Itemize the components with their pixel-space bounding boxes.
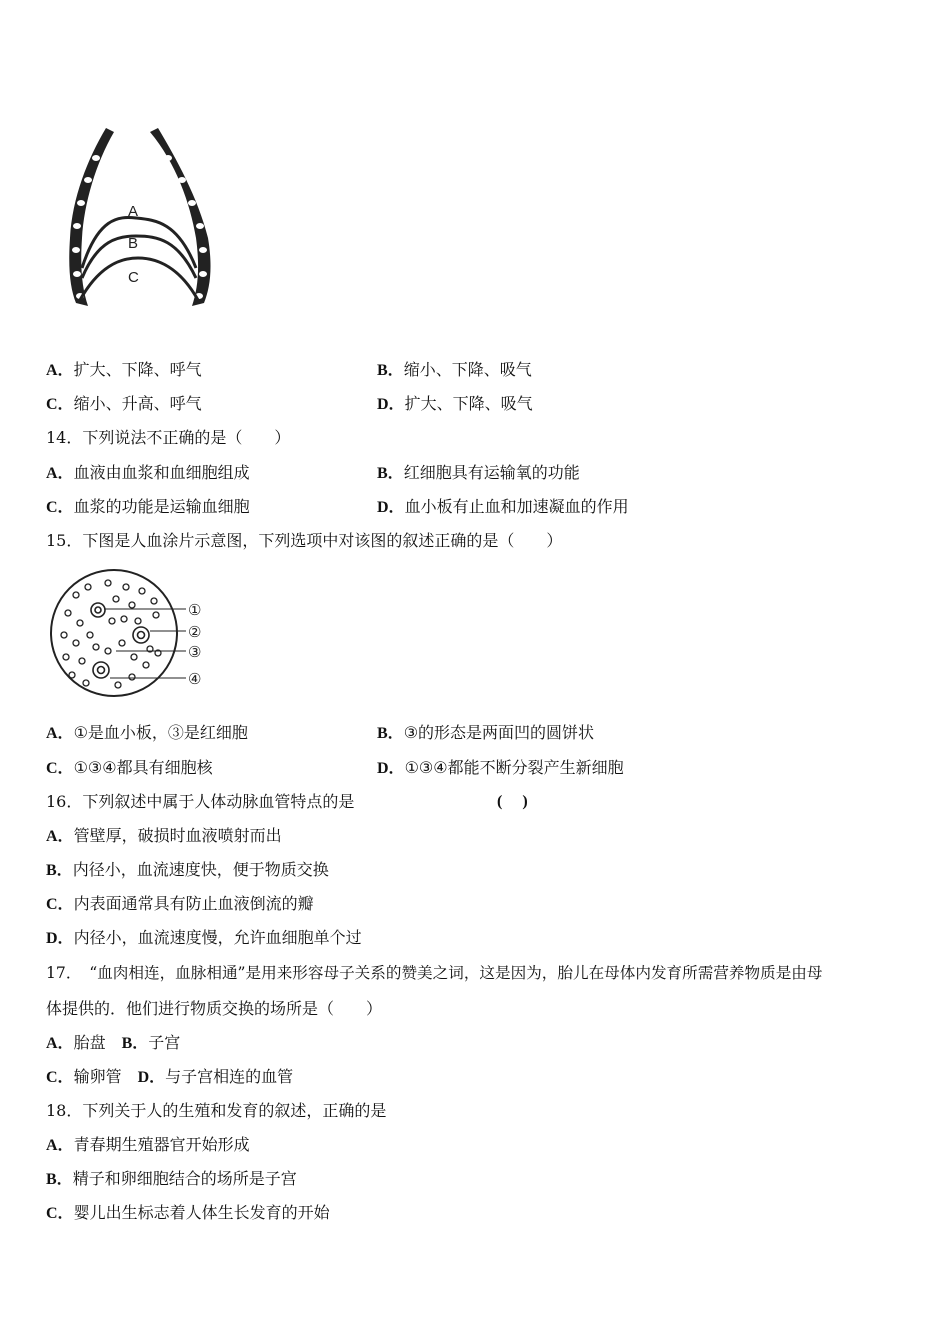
q14-option-b: B．红细胞具有运输氧的功能 bbox=[377, 463, 580, 482]
red-blood-cell bbox=[121, 616, 127, 622]
q15-option-b: B．③的形态是两面凹的圆饼状 bbox=[377, 723, 595, 742]
q18-option-c: C．婴儿出生标志着人体生长发育的开始 bbox=[46, 1203, 330, 1222]
q15-option-c: C．①③④都具有细胞核 bbox=[46, 758, 213, 777]
q16-option-d: D．内径小，血流速度慢，允许血细胞单个过 bbox=[46, 928, 362, 947]
blood-smear-figure bbox=[46, 565, 216, 705]
red-blood-cell bbox=[61, 632, 67, 638]
red-blood-cell bbox=[135, 618, 141, 624]
red-blood-cell bbox=[113, 596, 119, 602]
red-blood-cell bbox=[115, 682, 121, 688]
red-blood-cell bbox=[85, 584, 91, 590]
red-blood-cell bbox=[143, 662, 149, 668]
red-blood-cell bbox=[79, 658, 85, 664]
q18-stem: 18．下列关于人的生殖和发育的叙述，正确的是 bbox=[46, 1101, 387, 1120]
q15-stem: 15．下图是人血涂片示意图，下列选项中对该图的叙述正确的是（ ） bbox=[46, 531, 563, 550]
q16-option-a: A．管壁厚，破损时血液喷射而出 bbox=[46, 826, 282, 845]
red-blood-cell bbox=[83, 680, 89, 686]
red-blood-cell bbox=[93, 644, 99, 650]
red-blood-cell bbox=[65, 610, 71, 616]
label-1: ① bbox=[188, 601, 202, 619]
q14-option-d: D．血小板有止血和加速凝血的作用 bbox=[377, 497, 629, 516]
red-blood-cell bbox=[139, 588, 145, 594]
q16-option-b: B．内径小，血流速度快，便于物质交换 bbox=[46, 860, 329, 879]
q13-option-d: D．扩大、下降、吸气 bbox=[377, 394, 533, 413]
red-blood-cell bbox=[123, 584, 129, 590]
red-blood-cell bbox=[69, 672, 75, 678]
red-blood-cell bbox=[151, 598, 157, 604]
red-blood-cell bbox=[77, 620, 83, 626]
red-blood-cell bbox=[131, 654, 137, 660]
red-blood-cell bbox=[63, 654, 69, 660]
q13-option-a: A．扩大、下降、呼气 bbox=[46, 360, 202, 379]
red-blood-cell bbox=[73, 640, 79, 646]
q17-stem-line2: 体提供的．他们进行物质交换的场所是（ ） bbox=[46, 999, 383, 1018]
label-b: B bbox=[128, 235, 139, 252]
q14-option-a: A．血液由血浆和血细胞组成 bbox=[46, 463, 250, 482]
q14-option-c: C．血浆的功能是运输血细胞 bbox=[46, 497, 250, 516]
red-blood-cell bbox=[153, 612, 159, 618]
red-blood-cell bbox=[87, 632, 93, 638]
diaphragm-figure bbox=[58, 118, 228, 318]
q18-option-b: B．精子和卵细胞结合的场所是子宫 bbox=[46, 1169, 297, 1188]
label-a: A bbox=[128, 203, 139, 220]
q17-stem-line1: 17． “血肉相连，血脉相通”是用来形容母子关系的赞美之词，这是因为，胎儿在母体内发育所需营养物质是由母 bbox=[46, 964, 823, 982]
label-3: ③ bbox=[188, 643, 202, 661]
red-blood-cell bbox=[129, 602, 135, 608]
label-4: ④ bbox=[188, 670, 202, 688]
label-2: ② bbox=[188, 623, 202, 641]
red-blood-cell bbox=[109, 618, 115, 624]
q13-option-b: B．缩小、下降、吸气 bbox=[377, 360, 532, 379]
q16-stem: 16．下列叙述中属于人体动脉血管特点的是 bbox=[46, 792, 355, 811]
q17-options-ab: A．胎盘 B．子宫 bbox=[46, 1033, 181, 1052]
q15-option-a: A．①是血小板，③是红细胞 bbox=[46, 723, 248, 742]
label-c: C bbox=[128, 269, 139, 286]
red-blood-cell bbox=[105, 580, 111, 586]
red-blood-cell bbox=[119, 640, 125, 646]
q17-options-cd: C．输卵管 D．与子宫相连的血管 bbox=[46, 1067, 294, 1086]
q13-option-c: C．缩小、升高、呼气 bbox=[46, 394, 202, 413]
q14-stem: 14．下列说法不正确的是（ ） bbox=[46, 428, 291, 447]
q16-option-c: C．内表面通常具有防止血液倒流的瓣 bbox=[46, 894, 314, 913]
red-blood-cell bbox=[105, 648, 111, 654]
q18-option-a: A．青春期生殖器官开始形成 bbox=[46, 1135, 250, 1154]
red-blood-cell bbox=[73, 592, 79, 598]
q16-answer-paren: ( ) bbox=[497, 793, 528, 810]
red-blood-cell bbox=[129, 674, 135, 680]
q15-option-d: D．①③④都能不断分裂产生新细胞 bbox=[377, 758, 624, 777]
